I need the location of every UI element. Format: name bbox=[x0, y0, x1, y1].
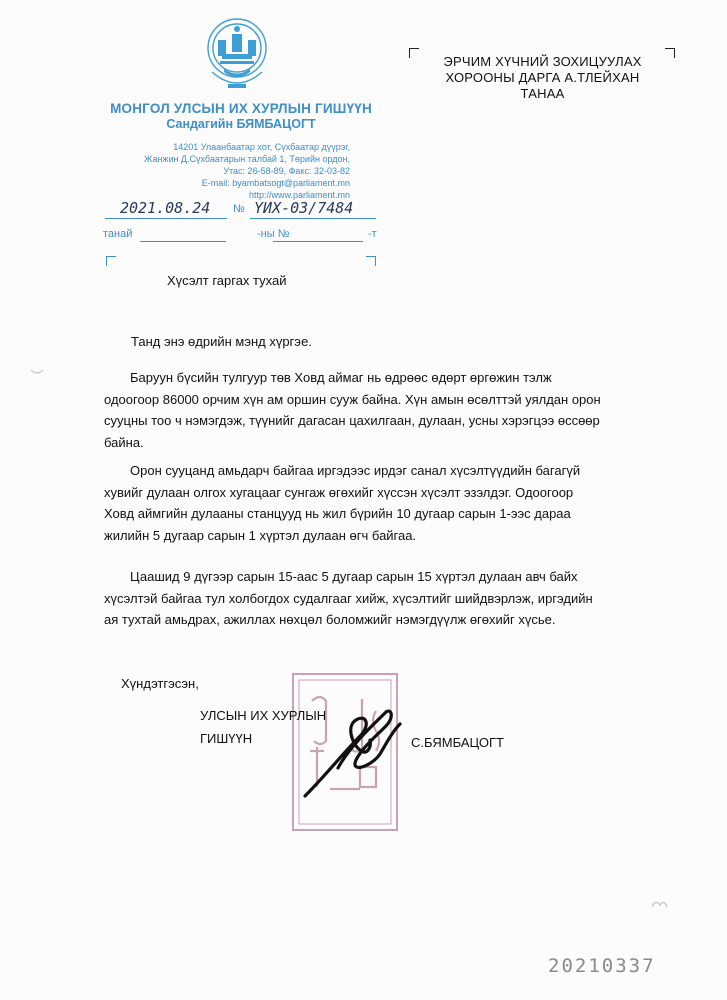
subject-corner-right bbox=[366, 256, 376, 266]
address-line: 14201 Улаанбаатар хот, Сүхбаатар дүүрэг, bbox=[173, 142, 350, 152]
number-symbol: № bbox=[233, 203, 245, 215]
greeting: Танд энэ өдрийн мэнд хүргэе. bbox=[131, 334, 312, 349]
number-underline bbox=[250, 218, 376, 219]
signer-name: С.БЯМБАЦОГТ bbox=[411, 735, 504, 750]
punch-hole-icon bbox=[30, 362, 44, 376]
addressee-block bbox=[420, 54, 665, 102]
addressee-line: ЭРЧИМ ХҮЧНИЙ ЗОХИЦУУЛАХ bbox=[443, 54, 642, 69]
date-underline bbox=[105, 218, 227, 219]
body-paragraph: Цаашид 9 дүгээр сарын 15-аас 5 дугаар сарын 15 хүртэл дулаан авч байх хүсэлтэй байгаа тул холбогдох судалгааг хийж, хүсэлтийг шийдвэрлэж, иргэдийн ая тухтай амьдрах, ажиллах нөхцөл боломжийг нэмэгдүүлж өгөхийг хүсье. bbox=[104, 569, 593, 627]
letter-date: 2021.08.24 bbox=[120, 199, 211, 217]
scan-speck bbox=[648, 895, 670, 915]
body-paragraph: Орон сууцанд амьдарч байгаа иргэдээс ирдэг санал хүсэлтүүдийн багагүй хувийг дулаан олгох хугацааг сунгаж өгөхийг хүссэн хүсэлт эзэлдэг. Одоогоор Ховд аймгийн дулааны станцууд нь жил бүрийн 10 дугаар сарын 1-ээс дараа жилийн 5 дугаар сарын 1 хүртэл дулаан өгч байгаа. bbox=[104, 463, 581, 543]
subject-corner-left bbox=[106, 256, 116, 266]
reply-number-underline bbox=[273, 241, 363, 242]
signer-title-line1: УЛСЫН ИХ ХУРЛЫН bbox=[200, 708, 327, 723]
reply-suffix: -т bbox=[368, 228, 377, 240]
registration-number: 20210337 bbox=[548, 955, 656, 977]
addressee-line: ХОРООНЫ ДАРГА А.ТЛЕЙХАН bbox=[445, 70, 640, 85]
address-line: Жанжин Д.Сүхбаатарын талбай 1, Төрийн ордон, bbox=[144, 154, 350, 164]
subject-line: Хүсэлт гаргах тухай bbox=[167, 273, 287, 288]
addressee-corner-right bbox=[665, 48, 675, 58]
member-name: Сандагийн БЯМБАЦОГТ bbox=[166, 117, 316, 131]
website-line: http://www.parliament.mn bbox=[248, 190, 350, 200]
addressee-line: ТАНАА bbox=[520, 86, 565, 101]
reply-mid: -ны № bbox=[257, 228, 290, 240]
address-block bbox=[120, 141, 350, 201]
punch-hole-mark bbox=[30, 362, 44, 376]
reply-date-underline bbox=[140, 241, 226, 242]
reply-prefix: танай bbox=[103, 228, 133, 240]
speck-icon bbox=[648, 895, 670, 915]
soyombo-emblem bbox=[204, 14, 270, 98]
org-name: МОНГОЛ УЛСЫН ИХ ХУРЛЫН ГИШҮҮН bbox=[110, 101, 372, 116]
email-line: E-mail: byambatsogt@parliament.mn bbox=[201, 178, 350, 188]
signer-title-line2: ГИШҮҮН bbox=[200, 731, 253, 746]
closing-regards: Хүндэтгэсэн, bbox=[121, 676, 199, 691]
addressee-corner-left bbox=[409, 48, 419, 58]
body-paragraph: Баруун бүсийн тулгуур төв Ховд аймаг нь өдрөөс өдөрт өргөжин тэлж одоогоор 86000 орчим хүн ам оршин сууж байна. Хүн амын өсөлттэй уялдан орон сууцны тоо ч нэмэгдэж, түүнийг дагасан цахилгаан, дулаан, усны хэрэгцээ өссөөр байна. bbox=[104, 370, 601, 450]
phone-fax-line: Утас: 26-58-89, Факс: 32-03-82 bbox=[223, 166, 350, 176]
letter-number: ҮИХ-03/7484 bbox=[254, 199, 354, 217]
emblem-icon bbox=[204, 14, 270, 98]
